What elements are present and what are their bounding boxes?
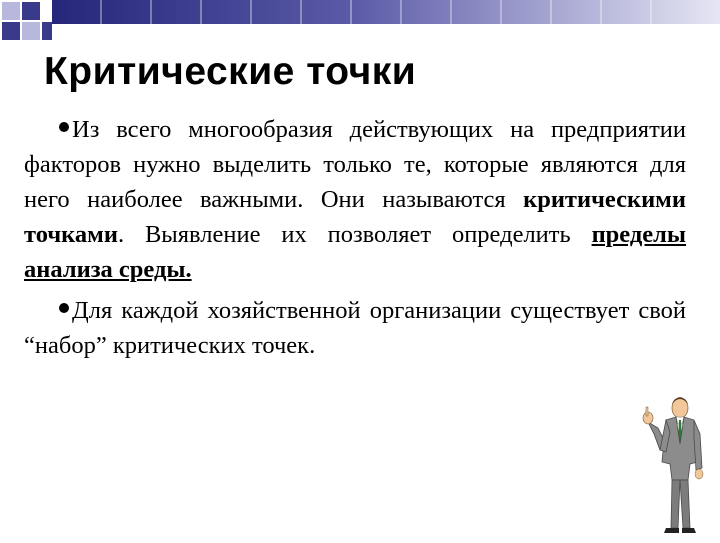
bullet-item-1	[24, 112, 686, 287]
deco-square	[22, 2, 40, 20]
bullet-1-middle: . Выявление их позволяет определить	[117, 221, 592, 248]
bullet-2-text: Для каждой хозяйственной организации существует свой “набор” критических точек.	[24, 297, 686, 359]
header-band	[0, 0, 720, 44]
bullet-item-2	[24, 293, 686, 363]
slide-title: Критические точки	[44, 50, 417, 93]
deco-square	[2, 2, 20, 20]
term-critical-points: критическими точками	[24, 186, 686, 248]
deco-square	[2, 22, 20, 40]
businessman-illustration	[636, 392, 716, 538]
deco-square	[22, 22, 40, 40]
slide-body	[24, 112, 686, 369]
term-analysis-limits: пределы анализа среды.	[24, 221, 686, 283]
deco-square	[42, 22, 52, 40]
bullet-1-text: Из всего многообразия действующих на предприятии факторов нужно выделить только те, которые являются для него наиболее важными. Они называются	[24, 116, 686, 213]
